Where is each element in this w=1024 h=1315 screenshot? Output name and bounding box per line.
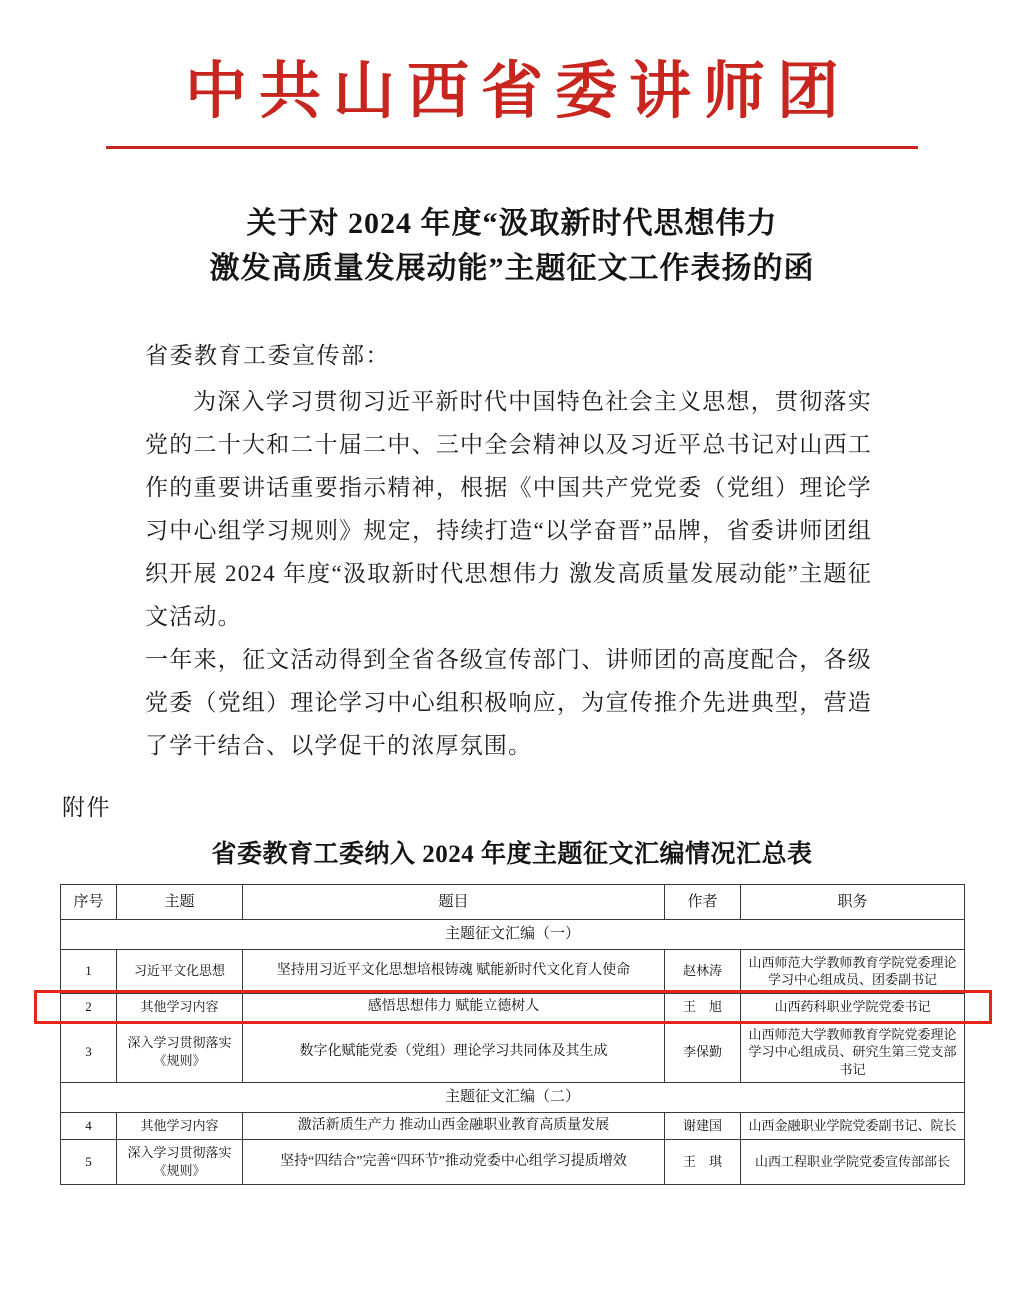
- recipient-line: 省委教育工委宣传部：: [145, 343, 390, 369]
- row-no: 1: [61, 949, 117, 993]
- row-post: 山西师范大学教师教育学院党委理论学习中心组成员、团委副书记: [741, 949, 965, 993]
- table-section-row: [61, 1083, 965, 1112]
- row-post: 山西金融职业学院党委副书记、院长: [741, 1112, 965, 1140]
- row-title: 坚持用习近平文化思想培根铸魂 赋能新时代文化育人使命: [243, 949, 665, 993]
- row-theme: 深入学习贯彻落实《规则》: [117, 1140, 243, 1184]
- document-body: [60, 380, 964, 767]
- row-title: 数字化赋能党委（党组）理论学习共同体及其生成: [243, 1021, 665, 1083]
- row-author: 王 旭: [665, 993, 741, 1021]
- row-no: 4: [61, 1112, 117, 1140]
- row-title: 激活新质生产力 推动山西金融职业教育高质量发展: [243, 1112, 665, 1140]
- table-row: [61, 949, 965, 993]
- row-theme: 习近平文化思想: [117, 949, 243, 993]
- table-header-row: [61, 885, 965, 920]
- table-header-no: 序号: [61, 885, 117, 920]
- table-section-label: 主题征文汇编（二）: [61, 1083, 965, 1112]
- summary-table: [60, 884, 965, 1184]
- table-row: [61, 1021, 965, 1083]
- row-title: 坚持“四结合”完善“四环节”推动党委中心组学习提质增效: [243, 1140, 665, 1184]
- row-post: 山西工程职业学院党委宣传部部长: [741, 1140, 965, 1184]
- table-header-theme: 主题: [117, 885, 243, 920]
- row-no: 2: [61, 993, 117, 1021]
- document-title-line-2: 激发高质量发展动能”主题征文工作表扬的函: [209, 252, 815, 286]
- body-paragraph-1: 为深入学习贯彻习近平新时代中国特色社会主义思想，贯彻落实党的二十大和二十届二中、三中全会精神以及习近平总书记对山西工作的重要讲话重要指示精神，根据《中国共产党党委（党组）理论学习中心组学习规则》规定，持续打造“以学奋晋”品牌，省委讲师团组织开展 2024 年度“汲取新时代思想伟力 激发高质量发展动能”主题征文活动。: [145, 389, 872, 630]
- row-theme: 其他学习内容: [117, 993, 243, 1021]
- letterhead-organization: 中共山西省委讲师团: [184, 58, 851, 126]
- table-header-post: 职务: [741, 885, 965, 920]
- row-no: 3: [61, 1021, 117, 1083]
- row-author: 赵林涛: [665, 949, 741, 993]
- row-title: 感悟思想伟力 赋能立德树人: [243, 993, 665, 1021]
- row-author: 王 琪: [665, 1140, 741, 1184]
- row-post: 山西师范大学教师教育学院党委理论学习中心组成员、研究生第三党支部书记: [741, 1021, 965, 1083]
- letterhead-divider: [106, 146, 918, 149]
- row-theme: 其他学习内容: [117, 1112, 243, 1140]
- row-author: 李保勤: [665, 1021, 741, 1083]
- document-title: [60, 201, 964, 291]
- table-header-author: 作者: [665, 885, 741, 920]
- table-section-row: [61, 920, 965, 949]
- table-row: [61, 1140, 965, 1184]
- letterhead: [60, 0, 964, 149]
- table-row: [61, 1112, 965, 1140]
- table-section-label: 主题征文汇编（一）: [61, 920, 965, 949]
- attachment-label: 附件: [62, 795, 111, 821]
- table-row: [61, 993, 965, 1021]
- row-no: 5: [61, 1140, 117, 1184]
- row-post: 山西药科职业学院党委书记: [741, 993, 965, 1021]
- table-title: 省委教育工委纳入 2024 年度主题征文汇编情况汇总表: [211, 841, 813, 869]
- body-paragraph-2: 一年来，征文活动得到全省各级宣传部门、讲师团的高度配合，各级党委（党组）理论学习中心组积极响应，为宣传推介先进典型，营造了学干结合、以学促干的浓厚氛围。: [145, 647, 872, 759]
- table-container: [60, 884, 964, 1184]
- table-header-title: 题目: [243, 885, 665, 920]
- document-title-line-1: 关于对 2024 年度“汲取新时代思想伟力: [246, 207, 778, 241]
- row-author: 谢建国: [665, 1112, 741, 1140]
- row-theme: 深入学习贯彻落实《规则》: [117, 1021, 243, 1083]
